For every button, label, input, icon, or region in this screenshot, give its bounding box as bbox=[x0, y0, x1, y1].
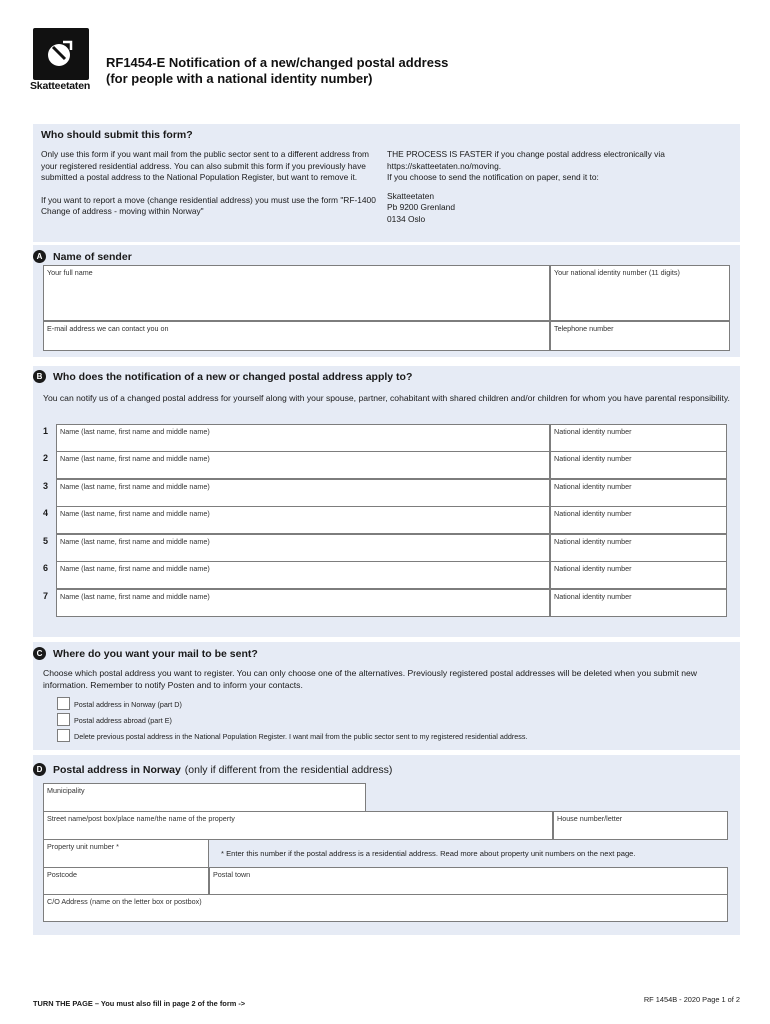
full-name-field[interactable]: Your full name bbox=[43, 265, 550, 321]
person-nin-field[interactable]: National identity number bbox=[550, 424, 727, 452]
person-name-field[interactable]: Name (last name, first name and middle name) bbox=[56, 451, 550, 479]
section-c-badge: C bbox=[33, 647, 46, 660]
person-name-field[interactable]: Name (last name, first name and middle name) bbox=[56, 479, 550, 507]
option-abroad-checkbox[interactable] bbox=[57, 713, 70, 726]
municipality-field[interactable]: Municipality bbox=[43, 783, 366, 812]
option-delete-checkbox[interactable] bbox=[57, 729, 70, 742]
person-name-field[interactable]: Name (last name, first name and middle name) bbox=[56, 561, 550, 589]
person-nin-field[interactable]: National identity number bbox=[550, 479, 727, 507]
co-address-field[interactable]: C/O Address (name on the letter box or postbox) bbox=[43, 894, 728, 922]
section-a-panel bbox=[33, 245, 740, 357]
page-title: RF1454-E Notification of a new/changed postal address (for people with a national identity number) bbox=[106, 55, 449, 86]
section-b-description: You can notify us of a changed postal address for yourself along with your spouse, partner, cohabitant with shared children and/or children for whom you have parental responsibility. bbox=[43, 393, 730, 403]
property-unit-field[interactable]: Property unit number * bbox=[43, 839, 209, 868]
national-id-field[interactable]: Your national identity number (11 digits) bbox=[550, 265, 730, 321]
section-d-panel bbox=[33, 755, 740, 935]
page-number: RF 1454B - 2020 Page 1 of 2 bbox=[643, 995, 740, 1004]
section-c-heading: C Where do you want your mail to be sent? bbox=[33, 647, 258, 660]
option-abroad-label: Postal address abroad (part E) bbox=[74, 716, 172, 725]
person-nin-field[interactable]: National identity number bbox=[550, 451, 727, 479]
person-nin-field[interactable]: National identity number bbox=[550, 534, 727, 562]
person-name-field[interactable]: Name (last name, first name and middle name) bbox=[56, 589, 550, 617]
person-name-field[interactable]: Name (last name, first name and middle name) bbox=[56, 534, 550, 562]
mailing-address: Skatteetaten Pb 9200 Grenland 0134 Oslo bbox=[387, 190, 455, 224]
skatteetaten-logo bbox=[33, 28, 89, 80]
section-a-badge: A bbox=[33, 250, 46, 263]
person-nin-field[interactable]: National identity number bbox=[550, 506, 727, 534]
intro-question: Who should submit this form? bbox=[41, 129, 193, 141]
option-norway-checkbox[interactable] bbox=[57, 697, 70, 710]
house-number-field[interactable]: House number/letter bbox=[553, 811, 728, 840]
person-nin-field[interactable]: National identity number bbox=[550, 589, 727, 617]
section-c-panel bbox=[33, 642, 740, 750]
option-norway-label: Postal address in Norway (part D) bbox=[74, 700, 182, 709]
logo-text: Skatteetaten bbox=[30, 80, 91, 92]
property-unit-note: * Enter this number if the postal address is a residential address. Read more about property unit numbers on the next page. bbox=[221, 849, 636, 858]
section-a-heading: A Name of sender bbox=[33, 250, 132, 263]
turn-page-note: TURN THE PAGE – You must also fill in page 2 of the form -> bbox=[33, 999, 246, 1008]
section-b-badge: B bbox=[33, 370, 46, 383]
section-c-description: Choose which postal address you want to register. You can only choose one of the alternatives. Previously registered postal addresses will be deleted when you submit new information. Remember to notify Posten and to inform your contacts. bbox=[43, 668, 697, 690]
person-name-field[interactable]: Name (last name, first name and middle name) bbox=[56, 424, 550, 452]
email-field[interactable]: E-mail address we can contact you on bbox=[43, 321, 550, 351]
section-d-badge: D bbox=[33, 763, 46, 776]
section-b-heading: B Who does the notification of a new or changed postal address apply to? bbox=[33, 370, 412, 383]
postcode-field[interactable]: Postcode bbox=[43, 867, 209, 895]
intro-panel bbox=[33, 124, 740, 242]
logo-mark-icon bbox=[45, 38, 75, 68]
section-b-panel: B Who does the notification of a new or changed postal address apply to? You can notify us of a changed postal address for yourself along with your spouse, partner, cohabitant with shared children and/or children for whom you have parental responsibility. 1 Name (last name, first name and middle name) National identity number 2 Name (last name, first name and middle name) National identity number 3 Name (last name, first name and middle name) National identity number 4 Name (last name, first name and middle name) National identity number 5 Name (last name, first name and middle name) National identity number 6 Name (last name, first name and middle name) National identity number 7 Name (last name, first name and middle name) National identity number bbox=[33, 366, 740, 637]
person-nin-field[interactable]: National identity number bbox=[550, 561, 727, 589]
person-name-field[interactable]: Name (last name, first name and middle name) bbox=[56, 506, 550, 534]
postal-town-field[interactable]: Postal town bbox=[209, 867, 728, 895]
intro-right-text: THE PROCESS IS FASTER if you change postal address electronically via https://skatteetaten.no/moving. If you choose to send the notification on paper, send it to: Skatteetaten Pb 9200 Grenland 0134 Oslo bbox=[387, 149, 727, 225]
intro-left-text: Only use this form if you want mail from the public sector sent to a different address from your registered residential address. You can also submit this form if you previously have submitted a postal address to the National Population Register, but want to remove it. If you want to report a move (change residential address) you must use the form "RF-1400 Change of address - moving within Norway" bbox=[41, 149, 376, 216]
telephone-field[interactable]: Telephone number bbox=[550, 321, 730, 351]
section-d-heading: D Postal address in Norway (only if different from the residential address) bbox=[33, 763, 392, 776]
street-field[interactable]: Street name/post box/place name/the name of the property bbox=[43, 811, 553, 840]
option-delete-label: Delete previous postal address in the National Population Register. I want mail from the public sector sent to my registered residential address. bbox=[74, 732, 528, 741]
